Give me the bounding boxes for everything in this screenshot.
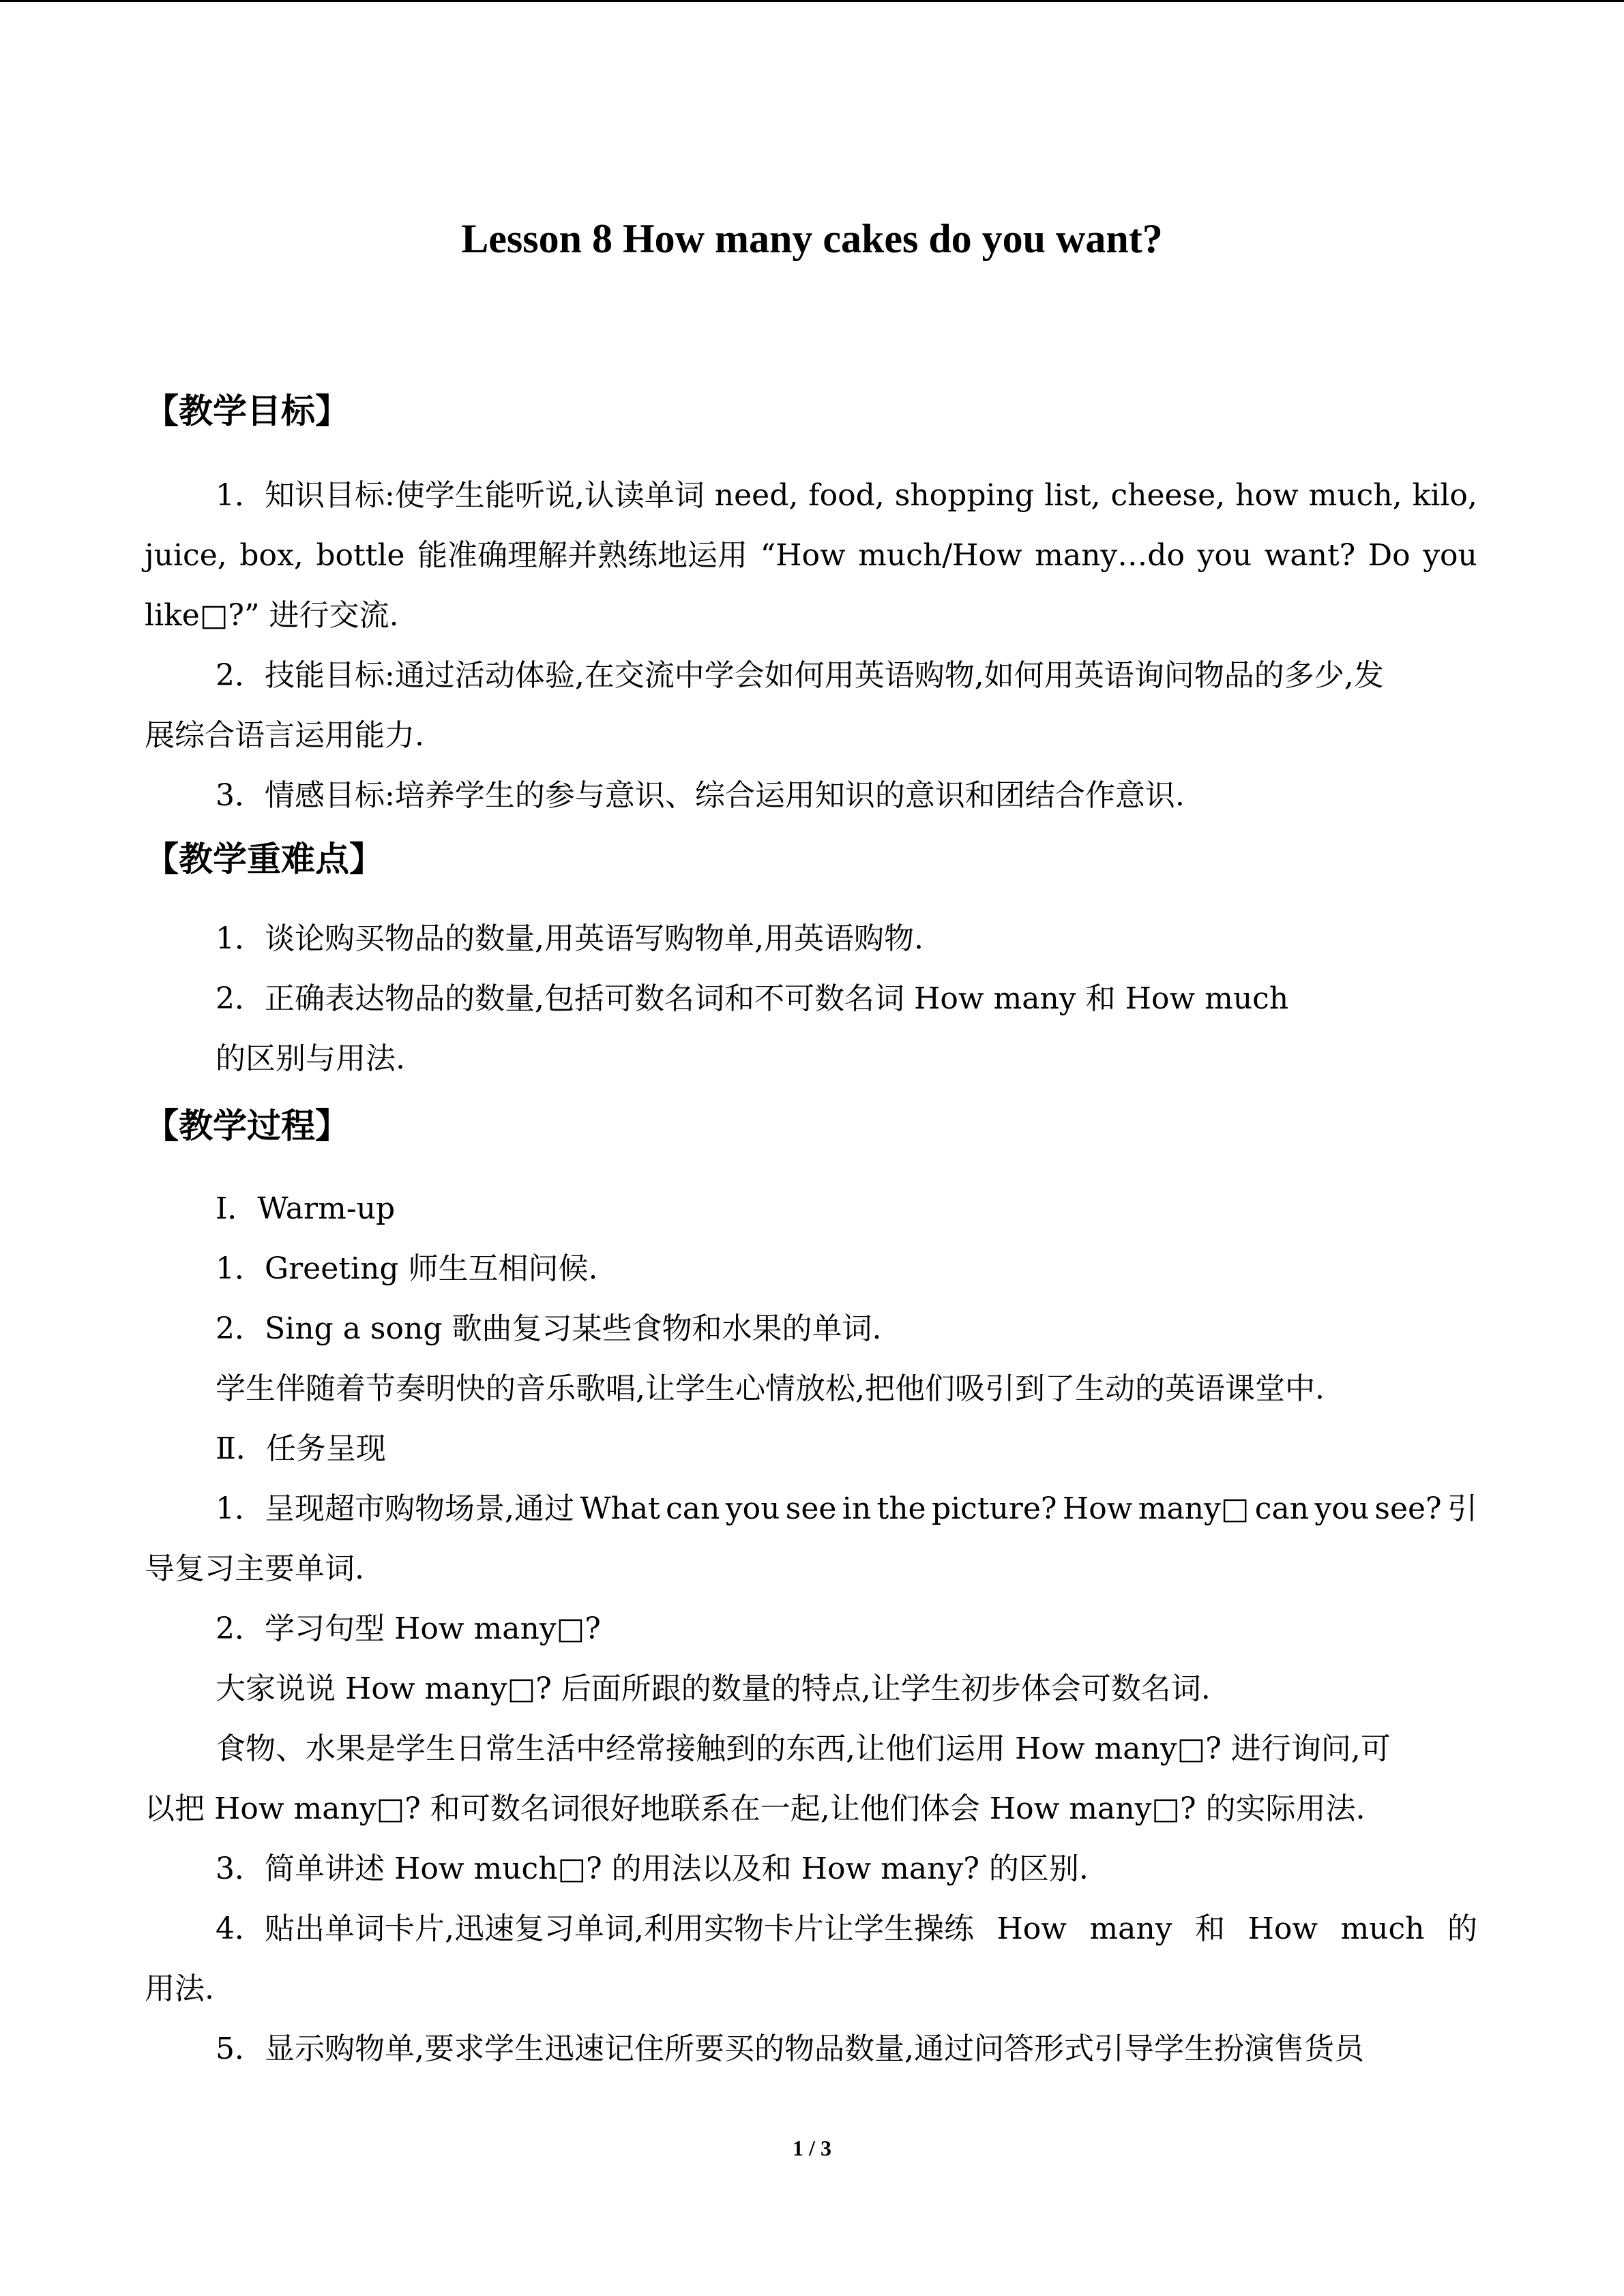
part-2-item-1-line-1 <box>216 1489 1477 1530</box>
text-token: 引 <box>1447 1491 1477 1526</box>
part-2-title: Ⅱ．任务呈现 <box>216 1431 386 1466</box>
text-token: much, <box>1308 478 1402 513</box>
part-2-item-2-para-line-1: 食物、水果是学生日常生活中经常接触到的东西,让他们运用 How many□? 进行询问,可 <box>216 1731 1391 1766</box>
text-token: many…do <box>1035 538 1185 573</box>
text-token: 和 <box>1195 1911 1226 1946</box>
objective-1-line-2 <box>145 535 1477 576</box>
section-heading-objectives: 【教学目标】 <box>145 391 349 431</box>
text-token: kilo, <box>1412 478 1477 513</box>
part-2-item-5: 5．显示购物单,要求学生迅速记住所要买的物品数量,通过问答形式引导学生扮演售货员 <box>216 2031 1364 2066</box>
text-token: need, <box>714 478 799 513</box>
text-token: picture? <box>931 1491 1057 1526</box>
text-token: Do <box>1368 538 1411 573</box>
text-token: can <box>666 1491 720 1526</box>
text-token: much/How <box>858 538 1022 573</box>
key-point-2-line-2: 的区别与用法. <box>216 1041 405 1076</box>
text-token: the <box>876 1491 926 1526</box>
text-token: you <box>1314 1491 1370 1526</box>
text-token: 1．呈现超市购物场景,通过 <box>216 1491 574 1526</box>
objective-1-line-3: like□?” 进行交流. <box>145 598 399 633</box>
objective-3: 3．情感目标:培养学生的参与意识、综合运用知识的意识和团结合作意识. <box>216 778 1185 813</box>
text-token: 的 <box>1447 1911 1477 1946</box>
page-number: 1 / 3 <box>793 2136 831 2160</box>
key-point-1: 1．谈论购买物品的数量,用英语写购物单,用英语购物. <box>216 921 924 956</box>
part-1-title: Ⅰ．Warm-up <box>216 1191 396 1226</box>
text-token: list, <box>1044 478 1101 513</box>
text-token: juice, <box>145 538 227 573</box>
text-token: What <box>580 1491 660 1526</box>
text-token: see <box>785 1491 837 1526</box>
text-token: shopping <box>894 478 1035 513</box>
text-token: can <box>1254 1491 1310 1526</box>
text-token: many□ <box>1138 1491 1250 1526</box>
part-2-item-2-para-line-2: 以把 How many□? 和可数名词很好地联系在一起,让他们体会 How many□? 的实际用法. <box>145 1791 1365 1826</box>
section-heading-key-points: 【教学重难点】 <box>145 839 383 879</box>
text-token: How <box>996 1911 1067 1946</box>
text-token: you <box>1423 538 1477 573</box>
text-token: 4．贴出单词卡片,迅速复习单词,利用实物卡片让学生操练 <box>216 1911 974 1946</box>
objective-1-line-1 <box>216 475 1477 516</box>
text-token: box, <box>239 538 304 573</box>
part-1-note: 学生伴随着节奏明快的音乐歌唱,让学生心情放松,把他们吸引到了生动的英语课堂中. <box>216 1371 1325 1406</box>
section-heading-process: 【教学过程】 <box>145 1106 349 1146</box>
text-token: How <box>1062 1491 1133 1526</box>
objective-2-line-1: 2．技能目标:通过活动体验,在交流中学会如何用英语购物,如何用英语询问物品的多少,发 <box>216 658 1384 693</box>
text-token: bottle <box>316 538 405 573</box>
text-token: how <box>1235 478 1299 513</box>
text-token: cheese, <box>1110 478 1226 513</box>
part-2-item-2: 2．学习句型 How many□? <box>216 1611 601 1646</box>
document-title: Lesson 8 How many cakes do you want? <box>461 216 1163 261</box>
text-token: food, <box>808 478 885 513</box>
part-2-item-1-line-2: 导复习主要单词. <box>145 1551 364 1586</box>
text-token: see? <box>1374 1491 1442 1526</box>
text-token: you <box>725 1491 780 1526</box>
part-1-item-2: 2．Sing a song 歌曲复习某些食物和水果的单词. <box>216 1311 882 1346</box>
text-token: many <box>1089 1911 1172 1946</box>
part-2-item-2-note: 大家说说 How many□? 后面所跟的数量的特点,让学生初步体会可数名词. <box>216 1671 1211 1706</box>
key-point-2-line-1: 2．正确表达物品的数量,包括可数名词和不可数名词 How many 和 How much <box>216 981 1289 1016</box>
objective-2-line-2: 展综合语言运用能力. <box>145 718 424 753</box>
text-token: 能准确理解并熟练地运用 <box>417 538 748 573</box>
text-token: “How <box>760 538 846 573</box>
part-2-item-4-line-1 <box>216 1909 1477 1950</box>
text-token: 1．知识目标:使学生能听说,认读单词 <box>216 478 705 513</box>
part-1-item-1: 1．Greeting 师生互相问候. <box>216 1251 598 1286</box>
text-token: much <box>1340 1911 1425 1946</box>
text-token: How <box>1247 1911 1318 1946</box>
text-token: in <box>842 1491 872 1526</box>
text-token: you <box>1197 538 1252 573</box>
part-2-item-3: 3．简单讲述 How much□? 的用法以及和 How many? 的区别. <box>216 1851 1089 1886</box>
part-2-item-4-line-2: 用法. <box>145 1971 214 2006</box>
text-token: want? <box>1264 538 1356 573</box>
